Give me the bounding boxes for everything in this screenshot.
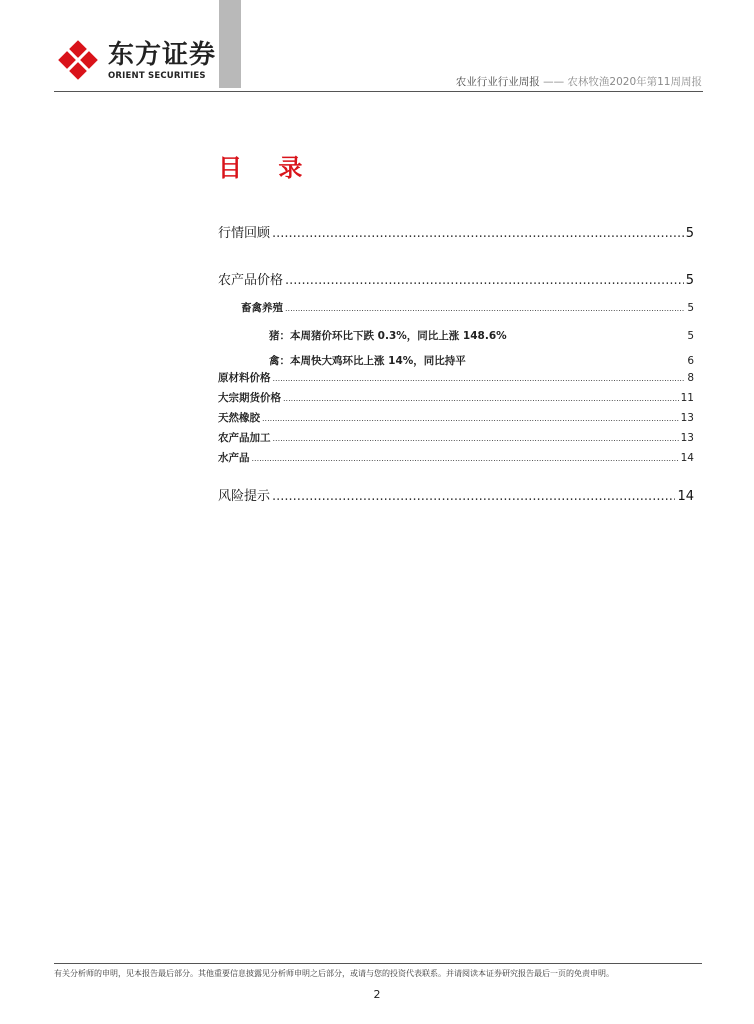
toc-leader-dots — [285, 273, 684, 288]
toc-entry-processing[interactable] — [218, 430, 694, 445]
header-rule — [54, 91, 703, 92]
toc-leader-dots — [273, 374, 686, 383]
toc-leader-dots — [285, 304, 685, 313]
toc-entry-label: 原材料价格 — [218, 372, 271, 384]
toc-entry-aquatic[interactable] — [218, 450, 694, 465]
toc-entry-page: 13 — [680, 412, 694, 424]
toc-entry-page: 5 — [685, 273, 694, 288]
toc-entry-page: 6 — [687, 355, 694, 367]
report-header — [456, 74, 702, 89]
toc-entry-label: 风险提示 — [218, 489, 271, 504]
toc-entry-futures[interactable] — [218, 390, 694, 405]
report-type: 农业行业行业周报 — [455, 76, 540, 88]
toc-entry-label: 禽：本周快大鸡环比上涨 14%，同比持平 — [269, 355, 466, 367]
toc-entry-page: 5 — [687, 302, 694, 314]
page-number: 2 — [373, 988, 381, 1001]
toc-entry-page: 5 — [687, 330, 694, 342]
toc-entry-rubber[interactable] — [218, 410, 694, 425]
toc-entry-livestock[interactable] — [241, 300, 694, 315]
toc-entry-pig[interactable] — [269, 328, 694, 343]
toc-entry-risk[interactable] — [218, 485, 694, 504]
footer-disclaimer: 有关分析师的申明，见本报告最后部分。其他重要信息披露见分析师申明之后部分，或请与您的投资代表联系。并请阅读本证券研究报告最后一页的免责申明。 — [54, 969, 614, 978]
toc-entry-label: 大宗期货价格 — [218, 392, 281, 404]
header-separator: —— — [543, 76, 565, 88]
toc-leader-dots — [262, 414, 679, 423]
brand-name-en: ORIENT SECURITIES — [108, 71, 206, 81]
toc-entry-page: 8 — [687, 372, 694, 384]
company-logo — [58, 40, 218, 90]
toc-leader-dots — [252, 454, 679, 463]
toc-entry-label: 天然橡胶 — [218, 412, 260, 424]
toc-entry-market-review[interactable] — [218, 222, 694, 241]
toc-entry-label: 水产品 — [218, 452, 250, 464]
toc-entry-label: 农产品加工 — [218, 432, 271, 444]
toc-leader-dots — [272, 489, 675, 504]
toc-entry-label: 行情回顾 — [218, 226, 271, 241]
orient-securities-logo-icon — [58, 40, 98, 80]
toc-entry-page: 13 — [680, 432, 694, 444]
toc-entry-label: 畜禽养殖 — [241, 302, 283, 314]
footer-rule — [54, 963, 702, 964]
toc-leader-dots — [272, 226, 684, 241]
toc-title: 目 录 — [218, 154, 317, 182]
toc-entry-poultry[interactable] — [269, 353, 694, 368]
toc-entry-raw-materials[interactable] — [218, 370, 694, 385]
toc-entry-label: 农产品价格 — [218, 273, 284, 288]
brand-name-cn: 东方证券 — [108, 40, 217, 70]
toc-entry-page: 14 — [677, 489, 694, 504]
toc-entry-page: 14 — [680, 452, 694, 464]
toc-entry-agri-prices[interactable] — [218, 269, 694, 288]
toc-leader-dots — [273, 434, 679, 443]
header-grey-bar — [219, 0, 241, 88]
toc-entry-page: 5 — [685, 226, 694, 241]
toc-leader-dots — [283, 394, 679, 403]
toc-entry-label: 猪：本周猪价环比下跌 0.3%，同比上涨 148.6% — [269, 330, 507, 342]
toc-entry-page: 11 — [680, 392, 694, 404]
report-title: 农林牧渔2020年第11周周报 — [567, 76, 702, 88]
